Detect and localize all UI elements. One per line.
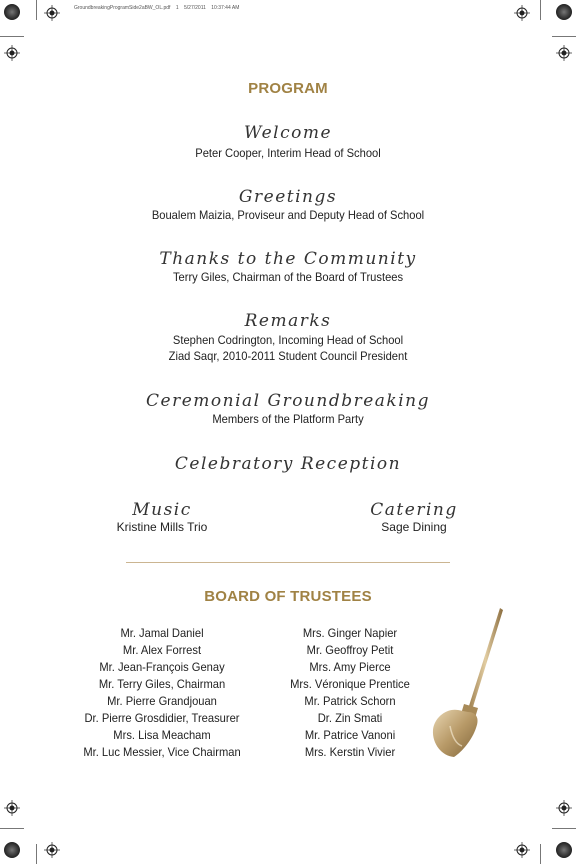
trustee-name: Mr. Geoffroy Petit [306,643,394,657]
trustee-name: Mr. Jamal Daniel [120,626,204,640]
trustees-right-column [270,625,430,761]
registration-mark-icon [556,45,572,61]
trustee-name: Dr. Pierre Grosdidier, Treasurer [84,711,240,725]
trustee-name: Mr. Jean-François Genay [99,660,225,674]
shovel-icon [428,606,508,760]
catering-block [362,500,466,534]
registration-mark-icon [556,800,572,816]
crop-mark [36,844,37,864]
program-item-line: Ziad Saqr, 2010-2011 Student Council President [168,349,408,363]
crop-mark [540,844,541,864]
trustee-name: Dr. Zin Smati [317,711,383,725]
slug-page: 1 [175,5,179,11]
slug-time: 10:37:44 AM [211,5,240,11]
program-item-title: Remarks [244,311,332,331]
crop-mark [0,828,24,829]
trustee-name: Mr. Patrice Vanoni [304,728,396,742]
program-item-title: Celebratory Reception [174,454,402,474]
catering-title: Catering [370,500,458,520]
registration-mark-icon [44,5,60,21]
trustee-name: Mr. Luc Messier, Vice Chairman [83,745,241,759]
slug-filename: GroundbreakingProgramSide2aBW_OL.pdf [74,5,171,11]
program-heading: PROGRAM [248,80,328,97]
board-heading: BOARD OF TRUSTEES [204,588,372,605]
trustees-left-column [62,625,262,761]
program-item-line: Members of the Platform Party [212,412,364,426]
trustee-name: Mr. Patrick Schorn [304,694,396,708]
crop-mark [552,36,576,37]
section-divider [126,562,450,563]
registration-mark-icon [4,45,20,61]
trustee-name: Mr. Pierre Grandjouan [107,694,217,708]
program-item-title: Welcome [243,123,333,143]
trustee-name: Mrs. Lisa Meacham [113,728,211,742]
program-item-line: Terry Giles, Chairman of the Board of Trustees [172,270,404,284]
program-item-line: Peter Cooper, Interim Head of School [195,146,381,160]
music-block [100,500,224,534]
trustee-name: Mrs. Kerstin Vivier [304,745,396,759]
registration-mark-icon [44,842,60,858]
print-slug [74,5,243,11]
program-item-title: Greetings [238,187,338,207]
color-disc-icon [4,842,20,858]
trustee-name: Mrs. Ginger Napier [302,626,398,640]
program-item-title: Thanks to the Community [159,249,417,269]
color-disc-icon [556,842,572,858]
music-sub: Kristine Mills Trio [116,520,208,534]
registration-mark-icon [514,842,530,858]
registration-mark-icon [4,800,20,816]
program-item-line: Boualem Maizia, Proviseur and Deputy Head of School [151,208,425,222]
trustee-name: Mr. Alex Forrest [122,643,202,657]
program-item-line: Stephen Codrington, Incoming Head of School [172,333,404,347]
crop-mark [552,828,576,829]
trustee-name: Mrs. Amy Pierce [309,660,391,674]
color-disc-icon [4,4,20,20]
registration-mark-icon [514,5,530,21]
trustee-name: Mr. Terry Giles, Chairman [98,677,226,691]
crop-mark [540,0,541,20]
color-disc-icon [556,4,572,20]
catering-sub: Sage Dining [381,520,447,534]
music-title: Music [132,500,192,520]
crop-mark [0,36,24,37]
program-item-title: Ceremonial Groundbreaking [146,391,430,411]
trustee-name: Mrs. Véronique Prentice [290,677,410,691]
slug-date: 5/27/2011 [184,5,206,11]
crop-mark [36,0,37,20]
